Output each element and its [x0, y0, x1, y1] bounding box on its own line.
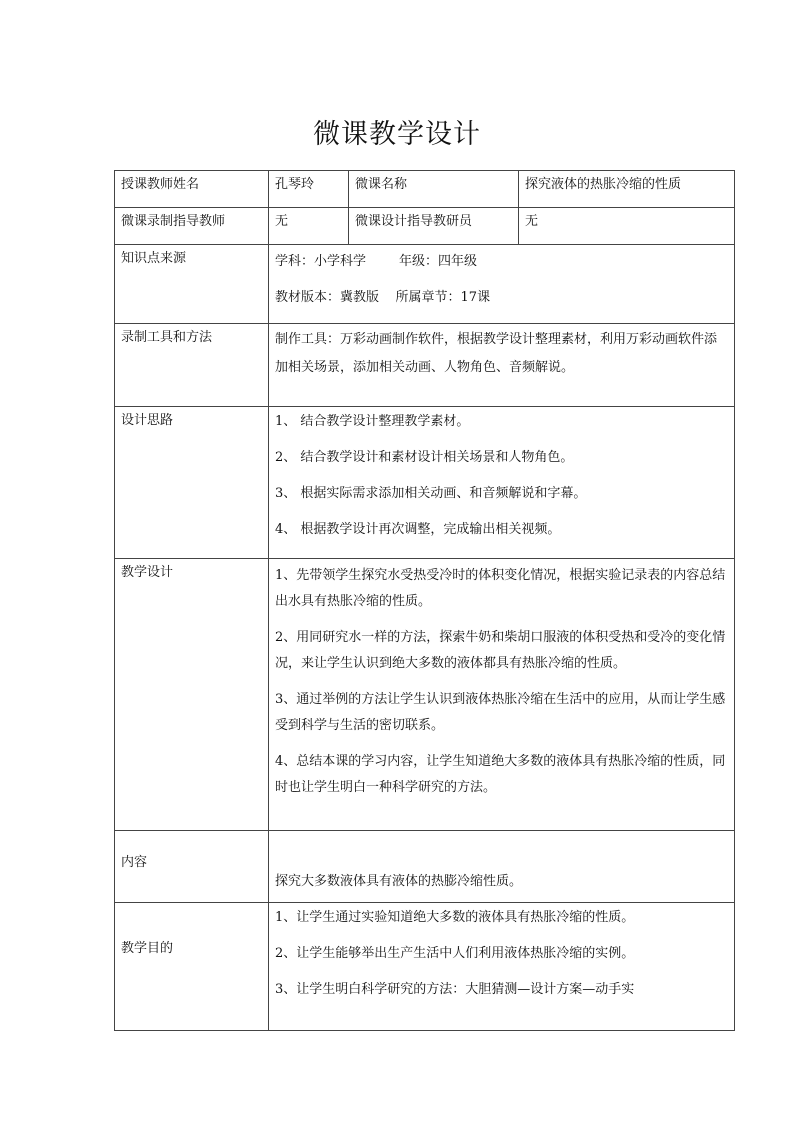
list-item: 4、总结本课的学习内容，让学生知道绝大多数的液体具有热胀冷缩的性质，同时也让学生明白一种科学研究的方法。 — [275, 754, 726, 795]
design-ideas-label: 设计思路 — [115, 407, 269, 559]
goals-cell — [269, 903, 735, 1031]
list-item: 3、让学生明白科学研究的方法：大胆猜测—设计方案—动手实 — [275, 982, 635, 997]
teacher-label: 授课教师姓名 — [115, 171, 269, 208]
table-row — [115, 208, 735, 245]
list-item: 4、 根据教学设计再次调整，完成输出相关视频。 — [275, 522, 561, 537]
list-item: 2、让学生能够举出生产生活中人们利用液体热胀冷缩的实例。 — [275, 946, 635, 961]
table-row — [115, 171, 735, 208]
tools-label: 录制工具和方法 — [115, 324, 269, 407]
list-item: 3、通过举例的方法让学生认识到液体热胀冷缩在生活中的应用，从而让学生感受到科学与生活的密切联系。 — [275, 692, 726, 733]
source-label: 知识点来源 — [115, 245, 269, 324]
list-item: 3、 根据实际需求添加相关动画、和音频解说和字幕。 — [275, 486, 587, 501]
tools-text: 制作工具：万彩动画制作软件，根据教学设计整理素材，利用万彩动画软件添加相关场景，添加相关动画、人物角色、音频解说。 — [269, 324, 735, 407]
list-item: 2、用同研究水一样的方法，探索牛奶和柴胡口服液的体积受热和受冷的变化情况，来让学生认识到绝大多数的液体都具有热胀冷缩的性质。 — [275, 630, 726, 671]
list-item: 1、让学生通过实验知道绝大多数的液体具有热胀冷缩的性质。 — [275, 910, 635, 925]
course-value: 探究液体的热胀冷缩的性质 — [519, 171, 735, 208]
table-row — [115, 559, 735, 831]
table-row — [115, 245, 735, 324]
goals-label: 教学目的 — [115, 903, 269, 1031]
researcher-value: 无 — [519, 208, 735, 245]
list-item: 2、 结合教学设计和素材设计相关场景和人物角色。 — [275, 450, 574, 465]
content-label: 内容 — [115, 831, 269, 903]
guide-label: 微课录制指导教师 — [115, 208, 269, 245]
design-ideas-cell — [269, 407, 735, 559]
table-row — [115, 407, 735, 559]
list-item: 1、 结合教学设计整理教学素材。 — [275, 414, 470, 429]
table-row — [115, 831, 735, 903]
list-item: 1、先带领学生探究水受热受冷时的体积变化情况，根据实验记录表的内容总结出水具有热胀冷缩的性质。 — [275, 568, 726, 609]
source-line-2: 教材版本：冀教版 所属章节：17课 — [275, 290, 491, 305]
guide-value: 无 — [269, 208, 349, 245]
teacher-value: 孔琴玲 — [269, 171, 349, 208]
course-label: 微课名称 — [349, 171, 519, 208]
source-cell — [269, 245, 735, 324]
teaching-design-cell — [269, 559, 735, 831]
source-line-1: 学科：小学科学 年级：四年级 — [275, 254, 478, 269]
researcher-label: 微课设计指导教研员 — [349, 208, 519, 245]
teaching-design-label: 教学设计 — [115, 559, 269, 831]
page-title: 微课教学设计 — [313, 119, 481, 150]
table-row — [115, 324, 735, 407]
table-row — [115, 903, 735, 1031]
content-text: 探究大多数液体具有液体的热膨冷缩性质。 — [269, 831, 735, 903]
design-table — [114, 170, 735, 1031]
